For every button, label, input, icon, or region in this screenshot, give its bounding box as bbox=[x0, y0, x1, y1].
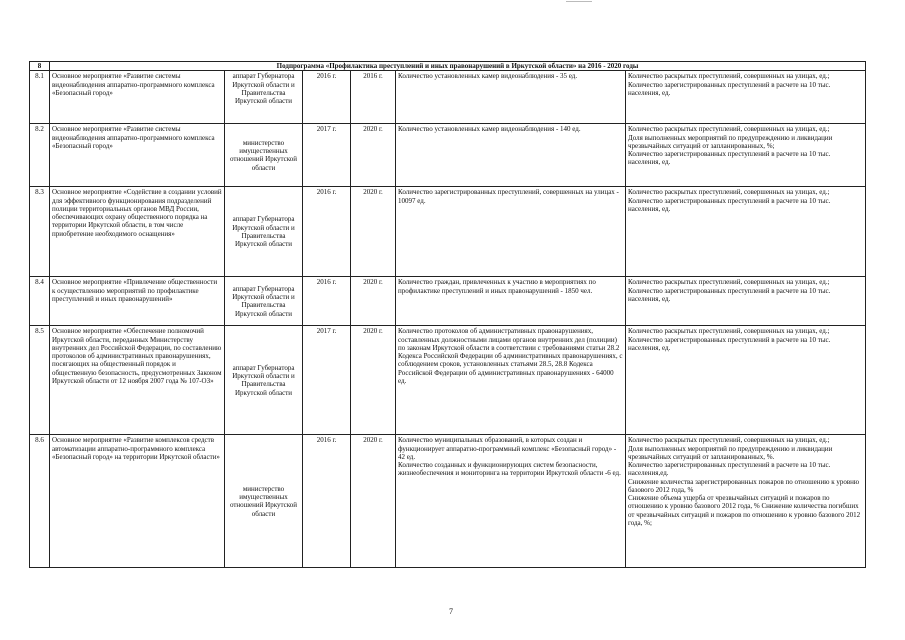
start-year-cell: 2016 г. bbox=[303, 187, 351, 277]
program-table bbox=[29, 61, 866, 568]
result-cell: Количество граждан, привлеченных к участию в мероприятиях по профилактике преступлений и иных правонарушений - 1850 чел. bbox=[396, 277, 626, 326]
responsible-cell: министерство имущественных отношений Иркутской области bbox=[225, 124, 303, 187]
row-number: 8.2 bbox=[30, 124, 50, 187]
row-number: 8.6 bbox=[30, 435, 50, 568]
row-number: 8.3 bbox=[30, 187, 50, 277]
table-row bbox=[30, 124, 866, 187]
row-number: 8.4 bbox=[30, 277, 50, 326]
page-number: 7 bbox=[449, 607, 453, 616]
start-year-cell: 2016 г. bbox=[303, 71, 351, 124]
table-row bbox=[30, 71, 866, 124]
end-year-cell: 2020 г. bbox=[351, 187, 396, 277]
table-row bbox=[30, 435, 866, 568]
event-cell: Основное мероприятие «Обеспечение полномочий Иркутской области, переданных Министерству внутренних дел Российской Федерации, по составлению протоколов об административных правонарушениях, посягающих на общественный порядок и общественную безопасность, предусмотренных Законом Иркутской области от 12 ноября 2007 года № 107-ОЗ» bbox=[50, 326, 225, 435]
indicators-cell: Количество раскрытых преступлений, совершенных на улицах, ед.; Доля выполненных мероприятий по предупреждению и ликвидации чрезвычайных ситуаций от запланированных, %. Количество зарегистрированных преступлений в расчете на 10 тыс. населения,ед. Снижение количества зарегистрированных пожаров по отношению к уровню базового 2012 года, % Снижение объема ущерба от чрезвычайных ситуаций и пожаров по отношению к уровню базового 2012 года, % Снижение количества погибших от чрезвычайных ситуаций и пожаров по отношению к уровню базового 2012 года, %; bbox=[626, 435, 866, 568]
indicators-cell: Количество раскрытых преступлений, совершенных на улицах, ед.; Количество зарегистрированных преступлений в расчете на 10 тыс. населения, ед. bbox=[626, 277, 866, 326]
result-cell: Количество зарегистрированных преступлений, совершенных на улицах - 10097 ед. bbox=[396, 187, 626, 277]
responsible-cell: аппарат Губернатора Иркутской области и Правительства Иркутской области bbox=[225, 71, 303, 124]
end-year-cell: 2020 г. bbox=[351, 124, 396, 187]
start-year-cell: 2016 г. bbox=[303, 277, 351, 326]
indicators-cell: Количество раскрытых преступлений, совершенных на улицах, ед.; Доля выполненных мероприятий по предупреждению и ликвидации чрезвычайных ситуаций от запланированных, %; Количество зарегистрированных преступлений в расчете на 10 тыс. населения, ед. bbox=[626, 124, 866, 187]
end-year-cell: 2020 г. bbox=[351, 435, 396, 568]
row-number: 8.1 bbox=[30, 71, 50, 124]
subprogram-number: 8 bbox=[30, 62, 50, 71]
start-year-cell: 2017 г. bbox=[303, 326, 351, 435]
table-row bbox=[30, 277, 866, 326]
start-year-cell: 2017 г. bbox=[303, 124, 351, 187]
row-number: 8.5 bbox=[30, 326, 50, 435]
event-cell: Основное мероприятие «Развитие системы видеонаблюдения аппаратно-программного комплекса «Безопасный город» bbox=[50, 71, 225, 124]
result-cell: Количество установленных камер видеонаблюдения - 140 ед. bbox=[396, 124, 626, 187]
indicators-cell: Количество раскрытых преступлений, совершенных на улицах, ед.; Количество зарегистрированных преступлений в расчете на 10 тыс. населения, ед. bbox=[626, 326, 866, 435]
indicators-cell: Количество раскрытых преступлений, совершенных на улицах, ед.; Количество зарегистрированных преступлений в расчете на 10 тыс. населения, ед. bbox=[626, 71, 866, 124]
scan-artifact bbox=[566, 1, 592, 2]
table-row bbox=[30, 326, 866, 435]
result-cell: Количество установленных камер видеонаблюдения - 35 ед. bbox=[396, 71, 626, 124]
event-cell: Основное мероприятие «Развитие комплексов средств автоматизации аппаратно-программного комплекса «Безопасный город» на территории Иркутской области» bbox=[50, 435, 225, 568]
result-cell: Количество протоколов об административных правонарушениях, составленных должностными лицами органов внутренних дел (полиции) по законам Иркутской области в соответствии с требованиями статьи 28.2 Кодекса Российской Федерации об административных правонарушениях, с соблюдением сроков, установленных статьями 28.5, 28.8 Кодекса Российской Федерации об административных правонарушениях - 64000 ед. bbox=[396, 326, 626, 435]
responsible-cell: министерство имущественных отношений Иркутской области bbox=[225, 435, 303, 568]
end-year-cell: 2020 г. bbox=[351, 277, 396, 326]
indicators-cell: Количество раскрытых преступлений, совершенных на улицах, ед.; Количество зарегистрированных преступлений в расчете на 10 тыс. населения, ед. bbox=[626, 187, 866, 277]
event-cell: Основное мероприятие «Развитие системы видеонаблюдения аппаратно-программного комплекса «Безопасный город» bbox=[50, 124, 225, 187]
result-cell: Количество муниципальных образований, в которых создан и функционирует аппаратно-программный комплекс «Безопасный город» - 42 ед. Количество созданных и функционирующих систем безопасности, жизнеобеспечения и мониторинга на территории Иркутской области -6 ед. bbox=[396, 435, 626, 568]
responsible-cell: аппарат Губернатора Иркутской области и Правительства Иркутской области bbox=[225, 277, 303, 326]
start-year-cell: 2016 г. bbox=[303, 435, 351, 568]
responsible-cell: аппарат Губернатора Иркутской области и Правительства Иркутской области bbox=[225, 326, 303, 435]
end-year-cell: 2020 г. bbox=[351, 326, 396, 435]
subprogram-header-row bbox=[30, 62, 866, 71]
event-cell: Основное мероприятие «Содействие в создании условий для эффективного функционирования подразделений полиции территориальных органов МВД России, обеспечивающих охрану общественного порядка на территории Иркутской области, в том числе приобретение необходимого оснащения» bbox=[50, 187, 225, 277]
responsible-cell: аппарат Губернатора Иркутской области и Правительства Иркутской области bbox=[225, 187, 303, 277]
end-year-cell: 2016 г. bbox=[351, 71, 396, 124]
event-cell: Основное мероприятие «Привлечение общественности к осуществлению мероприятий по профилактике преступлений и иных правонарушений» bbox=[50, 277, 225, 326]
table-row bbox=[30, 187, 866, 277]
subprogram-title: Подпрограмма «Профилактика преступлений и иных правонарушений в Иркутской области» на 2016 - 2020 годы bbox=[50, 62, 866, 71]
